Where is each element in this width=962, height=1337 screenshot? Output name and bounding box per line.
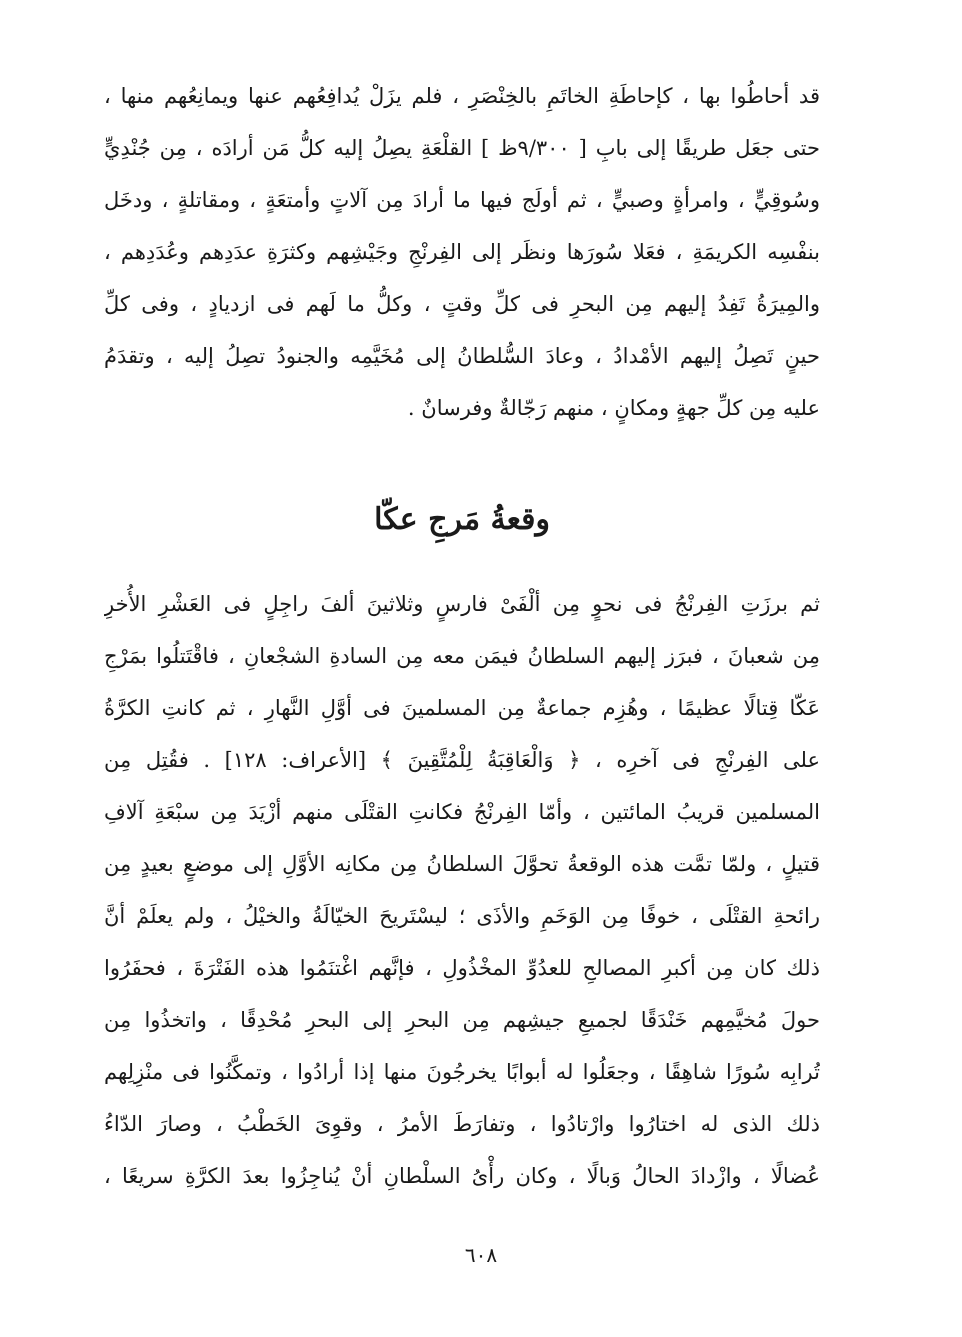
text-line: على الفِرنْجِ فى آخرِه ، ﴿ وَالْعَاقِبَةُ لِلْمُتَّقِينَ ﴾ [الأعراف: ١٢٨] . فقُتِل مِن xyxy=(104,748,820,772)
text-line: قتيلٍ ، ولمّا تمَّت هذه الوقعةُ تحوَّلَ السلطانُ مِن مكانِه الأوَّلِ إلى موضعٍ بعيدٍ مِن xyxy=(104,852,820,876)
text-line: ثم برزَتِ الفِرنْجُ فى نحوٍ مِن ألْفَىْ فارسٍ وثلاثينَ ألفَ راجِلٍ فى العَشْرِ الأُخرِ xyxy=(104,592,820,616)
text-line: حولَ مُخيَّمِهم خَنْدَقًا لجميعِ جيشِهم مِن البحرِ إلى البحرِ مُحْدِقًا ، واتخذُوا مِن xyxy=(104,1008,820,1032)
text-line: عَكّا قِتالًا عظيمًا ، وهُزِم جماعةٌ مِن المسلمينَ فى أوَّلِ النَّهارِ ، ثم كانتِ الكرَّةُ xyxy=(104,696,820,720)
text-line: حينٍ تَصِلُ إليهم الأمْدادُ ، وعادَ السُّلطانُ إلى مُخَيَّمِه والجنودُ تصِلُ إليه ، وتقدَمُ xyxy=(104,344,820,368)
text-line: قد أحاطُوا بها ، كإحاطَةِ الخاتَمِ بالخِنْصَرِ ، فلم يزَلْ يُدافِعُهم عنها ويمانِعُهم منها ، xyxy=(104,84,820,108)
text-line: حتى جعَل طريقًا إلى بابِ [ ٩/٣٠٠ظ ] القلْعَةِ يصِلُ إليه كلُّ مَن أرادَه ، مِن جُنْدِيٍّ xyxy=(104,136,820,160)
text-line: عليه مِن كلِّ جهةٍ ومكانٍ ، منهم رَجّالةٌ وفرسانٌ . xyxy=(407,396,820,420)
section-heading: وقعةُ مَرجِ عكّا xyxy=(374,502,550,537)
text-line: رائحةِ القتْلَى ، خوفًا مِن الوَخَمِ والأذَى ؛ ليسْتَريحَ الخيّالَةُ والخيْلُ ، ولم يعلَمْ أنَّ xyxy=(104,904,820,928)
paragraph-2 xyxy=(104,578,820,1202)
text-line: ذلك كان مِن أكبرِ المصالحِ للعدُوِّ المخْذُولِ ، فإنَّهم اغْتنَمُوا هذه الفَتْرَةَ ، فحفَرُوا xyxy=(104,956,820,980)
text-line: عُضالًا ، وازْدادَ الحالُ وَبالًا ، وكان رأْىُ السلْطانِ أنْ يُناجِزُوا بعدَ الكرَّةِ سريعًا ، xyxy=(104,1164,820,1188)
paragraph-1 xyxy=(104,70,820,434)
text-line: المسلمين قريبُ المائتين ، وأمّا الفِرنْجُ فكانتِ القتْلَى منهم أزْيَدَ مِن سبْعَةِ آلافِ xyxy=(104,800,820,824)
page-number: ٦٠٨ xyxy=(464,1243,498,1267)
text-line: والمِيرَةُ تَفِدُ إليهم مِن البحرِ فى كلِّ وقتٍ ، وكلُّ ما لَهم فى ازديادٍ ، وفى كلِّ xyxy=(104,292,820,316)
text-line: بنفْسِه الكريمَةِ ، فعَلا سُورَها ونظَر إلى الفِرنْجِ وجَيْشِهم وكثرَةِ عدَدِهم وعُدَدِهم ، xyxy=(104,240,820,264)
text-line: وسُوقِيٍّ ، وامرأةٍ وصبيٍّ ، ثم أولَج فيها ما أرادَ مِن آلاتٍ وأمتعَةٍ ، ومقاتلةٍ ، ودخَل xyxy=(104,188,820,212)
text-line: تُرابِه سُورًا شاهِقًا ، وجعَلُوا له أبوابًا يخرجُونَ منها إذا أرادُوا ، وتمكَّنُوا فى منْزِلِهم xyxy=(104,1060,820,1084)
text-line: مِن شعبانَ ، فبرَز إليهم السلطانُ فيمَن معه مِن السادةِ الشجْعانِ ، فاقْتَتلُوا بمَرْجِ xyxy=(104,644,820,668)
text-line: ذلك الذى له اختارُوا وارْتادُوا ، وتفارَطَ الأمرُ ، وقوِىَ الخَطْبُ ، وصارَ الدّاءُ xyxy=(104,1112,820,1136)
